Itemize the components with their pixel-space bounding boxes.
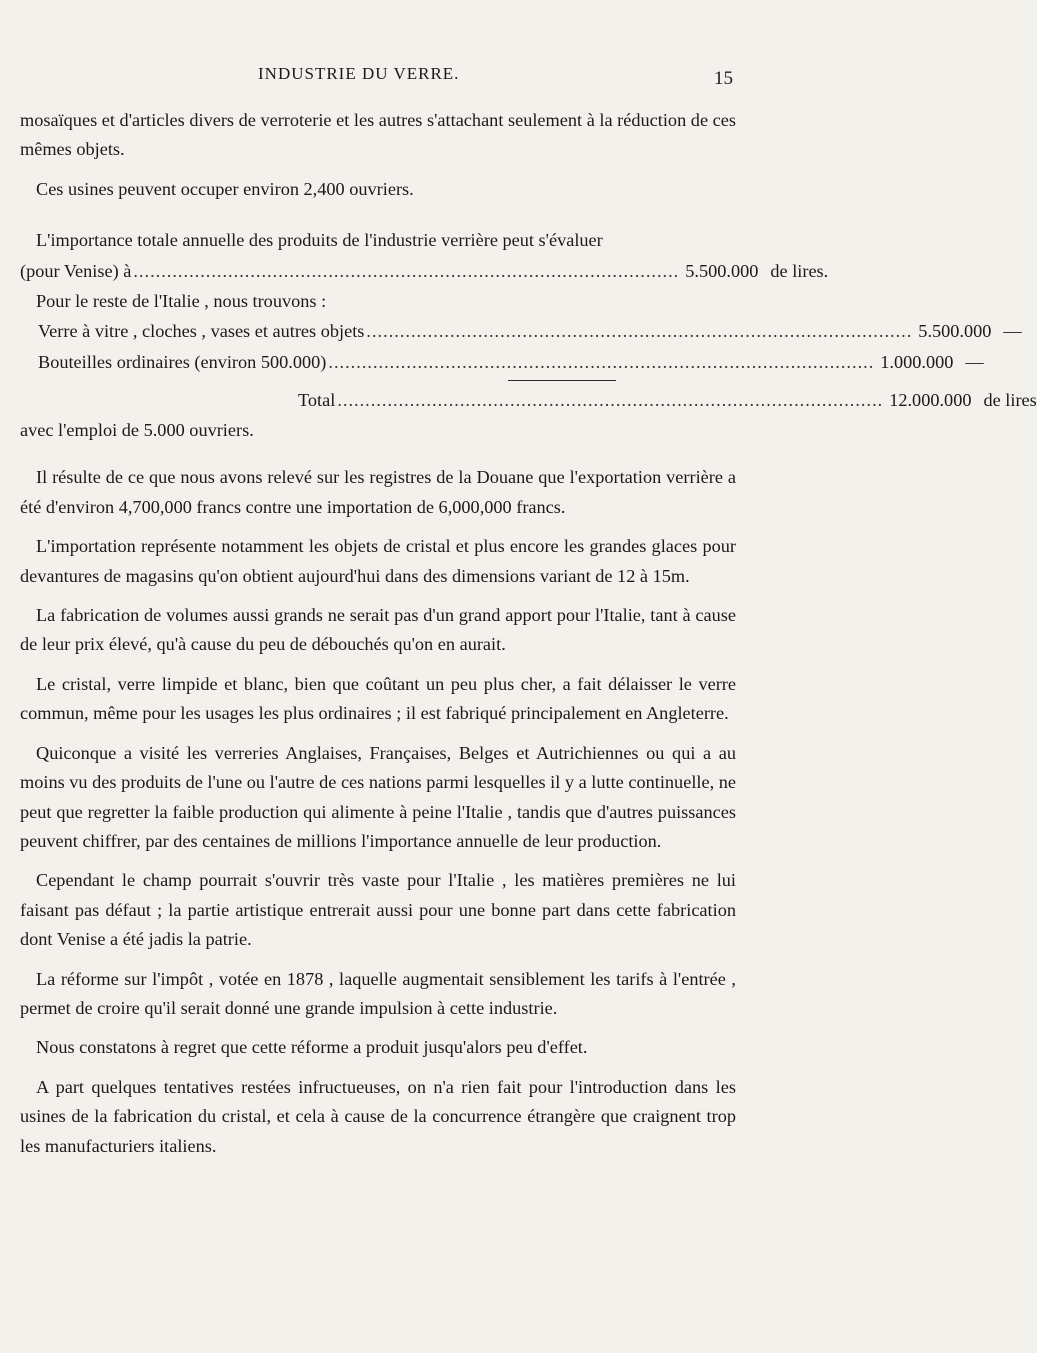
row-unit: — [1003,321,1022,342]
row-label: Verre à vitre , cloches , vases et autres objets [38,321,365,342]
paragraph-continuation: mosaïques et d'articles divers de verroterie et les autres s'attachant seulement à la réduction de ces mêmes objets. [20,110,736,160]
leader-dots: .................................................................................................. [337,390,884,411]
paragraph-constat: Nous constatons à regret que cette réforme a produit jusqu'alors peu d'effet. [36,1037,588,1058]
running-title: INDUSTRIE DU VERRE. [258,64,460,83]
paragraph-export: Il résulte de ce que nous avons relevé sur les registres de la Douane que l'exportation verrière a été d'environ 4,700,000 francs contre une importation de 6,000,000 francs. [20,467,736,517]
page-number: 15 [714,68,733,89]
sum-rule [508,380,616,381]
total-amount: 12.000.000 [889,390,972,411]
paragraph-verreries: Quiconque a visité les verreries Anglaises, Françaises, Belges et Autrichiennes ou qui a au moins vu des produits de l'une ou l'autre de ces nations parmi lesquelles il y a lutte continuelle, ne peut que regretter la faible production qui alimente à peine l'Italie , tandis que d'autres puissances peuvent chiffrer, par des centaines de millions l'importance annuelle de leur production. [20,742,736,851]
total-row [20,385,1037,416]
row-unit: — [965,352,984,373]
section-spacer [20,445,736,463]
total-unit: de lires [983,390,1037,411]
row-amount: 5.500.000 [918,321,992,342]
leader-dots: .................................................................................................. [133,260,680,281]
leader-dots: .................................................................................................. [366,321,913,342]
paragraph-rest-intro: Pour le reste de l'Italie , nous trouvons : [36,290,327,311]
venise-row [20,256,829,287]
paragraph-import: L'importation représente notamment les objets de cristal et plus encore les grandes glaces pour devantures de magasins qu'on obtient aujourd'hui dans des dimensions variant de 12 à 15m. [20,536,736,586]
paragraph-champ: Cependant le champ pourrait s'ouvrir très vaste pour l'Italie , les matières premières ne lui faisant pas défaut ; la partie artistique entrerait aussi pour une bonne part dans cette fabrication dont Venise a été jadis la patrie. [20,870,736,950]
table-row [20,347,984,378]
paragraph-reforme: La réforme sur l'impôt , votée en 1878 , laquelle augmentait sensiblement les tarifs à l'entrée , permet de croire qu'il serait donné une grande impulsion à cette industrie. [20,968,736,1018]
row-amount: 1.000.000 [880,352,954,373]
paragraph-tentatives: A part quelques tentatives restées infructueuses, on n'a rien fait pour l'introduction dans les usines de la fabrication du cristal, et cela à cause de la concurrence étrangère que craignent trop les manufacturiers italiens. [20,1076,736,1156]
paragraph-after-total: avec l'emploi de 5.000 ouvriers. [20,420,254,441]
row-unit: de lires. [770,260,829,281]
page-body [20,106,1037,1171]
paragraph-workers: Ces usines peuvent occuper environ 2,400 ouvriers. [36,178,414,199]
leader-dots: .................................................................................................. [328,352,875,373]
paragraph-volumes: La fabrication de volumes aussi grands ne serait pas d'un grand apport pour l'Italie, tant à cause de leur prix élevé, qu'à cause du peu de débouchés qu'on en aurait. [20,605,736,655]
row-label: (pour Venise) à [20,260,132,281]
row-label: Bouteilles ordinaires (environ 500.000) [38,352,327,373]
total-label: Total [298,390,336,411]
row-amount: 5.500.000 [685,260,759,281]
paragraph-importance: L'importance totale annuelle des produits de l'industrie verrière peut s'évaluer [36,230,603,251]
table-row [20,316,1022,347]
paragraph-cristal: Le cristal, verre limpide et blanc, bien que coûtant un peu plus cher, a fait délaisser le verre commun, même pour les usages les plus ordinaires ; il est fabriqué principalement en Angleterre. [20,673,736,724]
page-header [0,62,800,92]
